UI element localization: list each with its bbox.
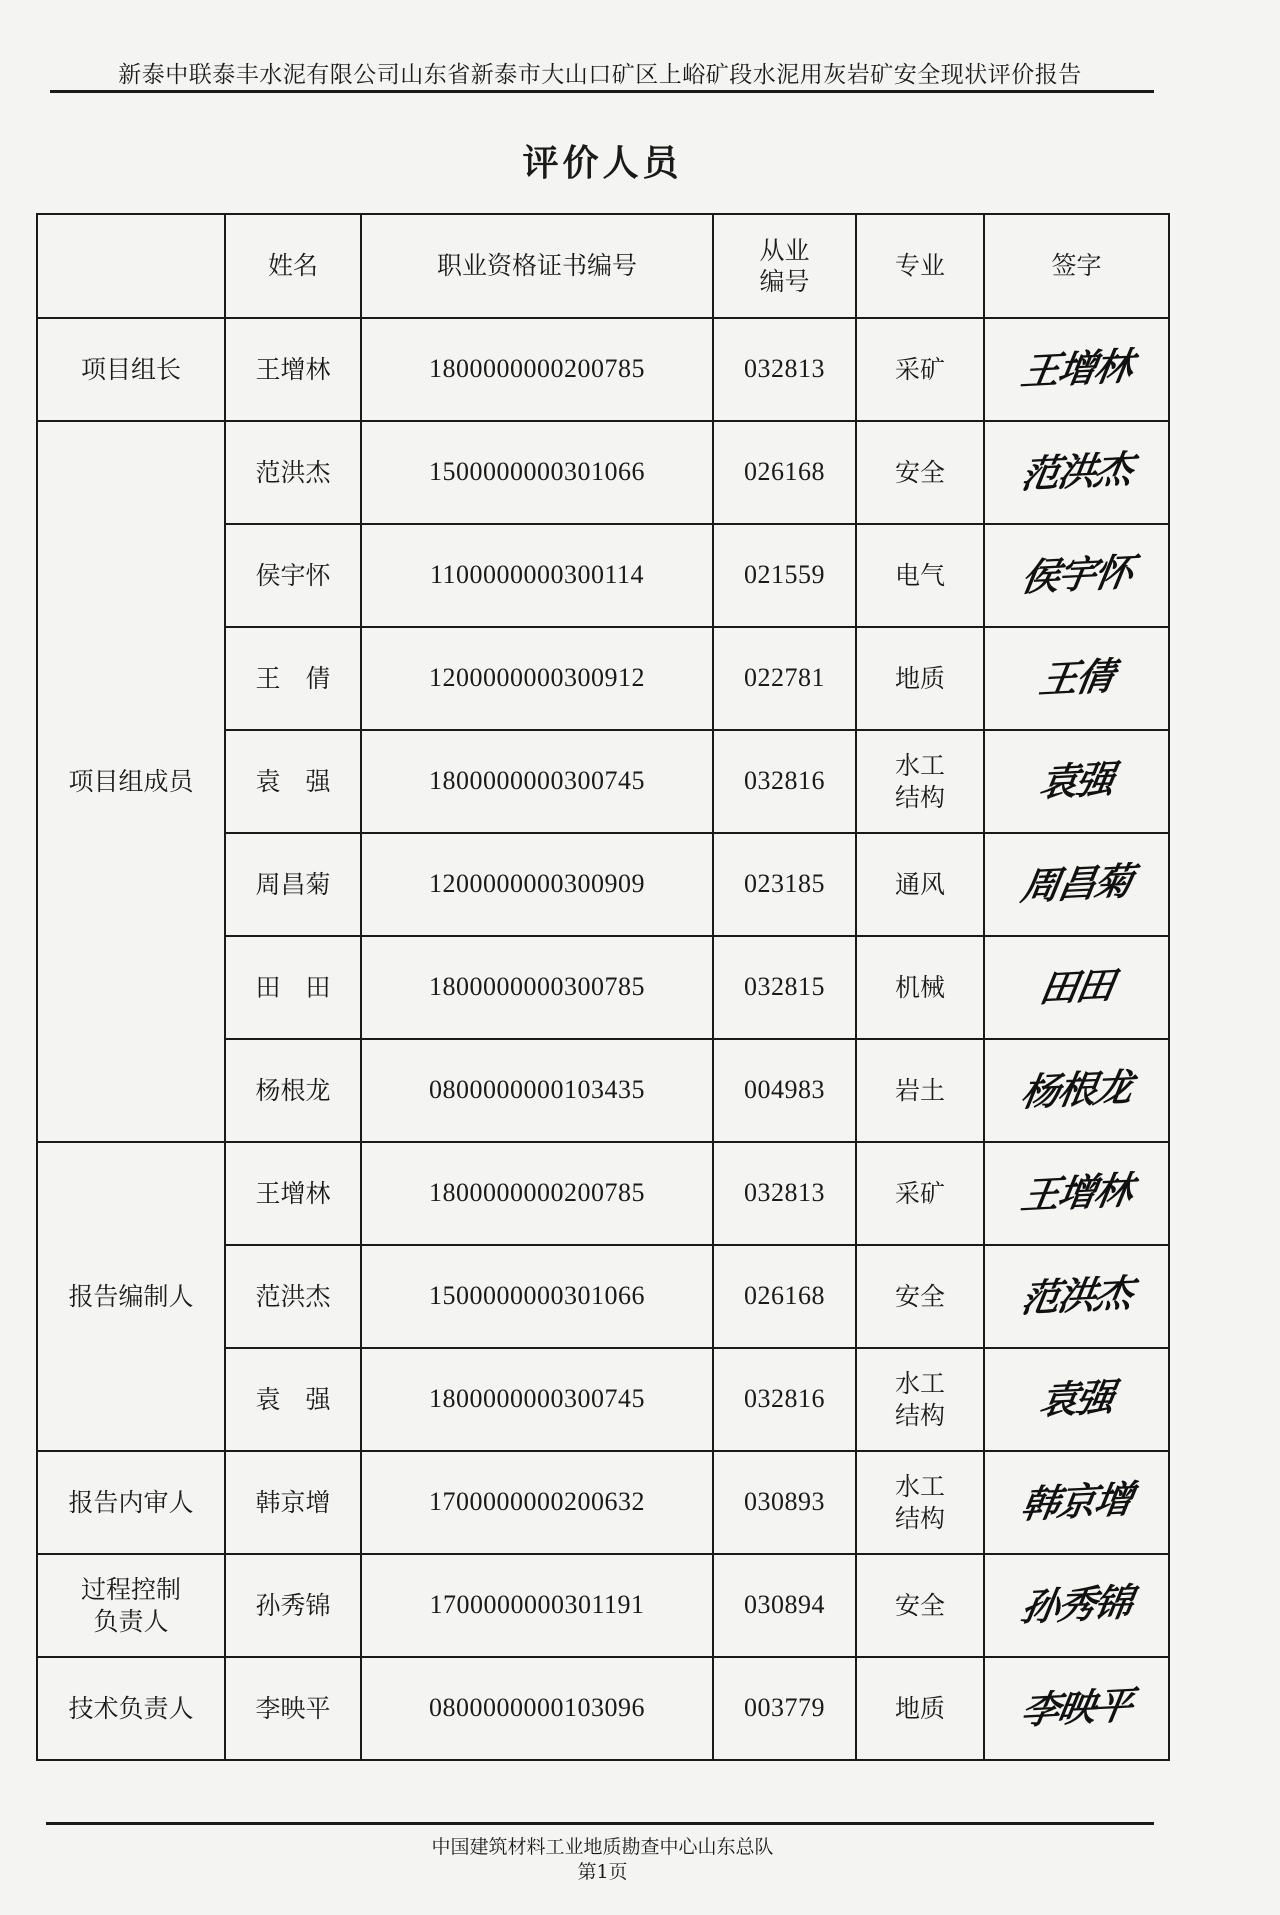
header-role: [37, 214, 225, 318]
name-cell: 范洪杰: [225, 421, 361, 524]
practice-number-cell: 030893: [713, 1451, 856, 1554]
cert-number-cell: 1800000000300745: [361, 730, 713, 833]
specialty-cell: [856, 421, 984, 524]
handwritten-signature: 李映平: [1018, 1682, 1135, 1733]
practice-number-cell: 003779: [713, 1657, 856, 1760]
specialty-cell: [856, 1245, 984, 1348]
signature-cell: [984, 524, 1169, 627]
name-cell: 王 倩: [225, 627, 361, 730]
practice-number-cell: 004983: [713, 1039, 856, 1142]
specialty-cell: [856, 1142, 984, 1245]
role-cell: [37, 1142, 225, 1451]
header-practice-no: [713, 214, 856, 318]
header-cert-no: 职业资格证书编号: [361, 214, 713, 318]
page-number: 第1页: [577, 1861, 628, 1883]
practice-number-cell: 022781: [713, 627, 856, 730]
specialty-label-line2: 结构: [894, 1400, 945, 1430]
signature-cell: [984, 1451, 1169, 1554]
name-cell: 杨根龙: [225, 1039, 361, 1142]
specialty-cell: [856, 1657, 984, 1760]
report-header: 新泰中联泰丰水泥有限公司山东省新泰市大山口矿区上峪矿段水泥用灰岩矿安全现状评价报告: [118, 62, 1082, 88]
handwritten-signature: 田田: [1036, 962, 1117, 1011]
role-label-line2: 负责人: [93, 1606, 169, 1636]
name-cell: 王增林: [225, 1142, 361, 1245]
cert-number-cell: 1800000000300745: [361, 1348, 713, 1451]
specialty-label: 水工: [894, 1472, 945, 1502]
handwritten-signature: 韩京增: [1018, 1476, 1135, 1527]
role-label: 项目组成员: [68, 766, 194, 796]
cert-number-cell: 0800000000103096: [361, 1657, 713, 1760]
name-cell: 袁 强: [225, 730, 361, 833]
handwritten-signature: 孙秀锦: [1018, 1579, 1135, 1630]
header-name: 姓名: [225, 214, 361, 318]
name-cell: 王增林: [225, 318, 361, 421]
practice-number-cell: 030894: [713, 1554, 856, 1657]
specialty-label: 电气: [894, 560, 945, 590]
signature-cell: [984, 1554, 1169, 1657]
name-cell: 周昌菊: [225, 833, 361, 936]
footer-organization: 中国建筑材料工业地质勘查中心山东总队: [431, 1836, 774, 1858]
signature-cell: [984, 1348, 1169, 1451]
cert-number-cell: 1500000000301066: [361, 421, 713, 524]
handwritten-signature: 袁强: [1036, 1374, 1117, 1423]
cert-number-cell: 1700000000200632: [361, 1451, 713, 1554]
signature-cell: [984, 421, 1169, 524]
header-practice-no-line1: 从业: [759, 235, 810, 265]
cert-number-cell: 1100000000300114: [361, 524, 713, 627]
name-cell: 袁 强: [225, 1348, 361, 1451]
table-row: [37, 1657, 1169, 1760]
specialty-label: 通风: [894, 869, 945, 899]
table-header-row: [37, 214, 1169, 318]
table-row: [37, 1142, 1169, 1245]
table-row: [37, 1554, 1169, 1657]
name-cell: 侯宇怀: [225, 524, 361, 627]
role-label: 项目组长: [80, 354, 181, 384]
practice-number-cell: 026168: [713, 1245, 856, 1348]
role-label: 技术负责人: [68, 1693, 194, 1723]
handwritten-signature: 王倩: [1036, 653, 1117, 702]
specialty-label: 机械: [894, 972, 945, 1002]
specialty-cell: [856, 627, 984, 730]
role-label: 报告编制人: [68, 1281, 194, 1311]
name-cell: 韩京增: [225, 1451, 361, 1554]
practice-number-cell: 032816: [713, 1348, 856, 1451]
signature-cell: [984, 1039, 1169, 1142]
signature-cell: [984, 936, 1169, 1039]
specialty-label: 水工: [894, 751, 945, 781]
role-label: 报告内审人: [68, 1487, 194, 1517]
handwritten-signature: 侯宇怀: [1018, 549, 1135, 600]
header-divider: [50, 90, 1154, 93]
role-cell: [37, 1451, 225, 1554]
role-cell: [37, 1554, 225, 1657]
name-cell: 孙秀锦: [225, 1554, 361, 1657]
specialty-label: 地质: [894, 1693, 945, 1723]
specialty-cell: [856, 1554, 984, 1657]
handwritten-signature: 范洪杰: [1018, 446, 1135, 497]
table-row: [37, 421, 1169, 524]
practice-number-cell: 032815: [713, 936, 856, 1039]
table-row: [37, 1451, 1169, 1554]
role-cell: [37, 318, 225, 421]
cert-number-cell: 1800000000300785: [361, 936, 713, 1039]
practice-number-cell: 021559: [713, 524, 856, 627]
handwritten-signature: 范洪杰: [1018, 1270, 1135, 1321]
header-specialty: 专业: [856, 214, 984, 318]
name-cell: 田 田: [225, 936, 361, 1039]
specialty-cell: [856, 318, 984, 421]
handwritten-signature: 杨根龙: [1018, 1064, 1135, 1115]
specialty-cell: [856, 936, 984, 1039]
practice-number-cell: 032813: [713, 318, 856, 421]
signature-cell: [984, 1142, 1169, 1245]
table-row: [37, 318, 1169, 421]
page-title: 评价人员: [522, 142, 683, 184]
specialty-cell: [856, 524, 984, 627]
specialty-label: 安全: [894, 1590, 945, 1620]
cert-number-cell: 1200000000300909: [361, 833, 713, 936]
practice-number-cell: 032816: [713, 730, 856, 833]
evaluator-table: [36, 213, 1170, 1761]
handwritten-signature: 王增林: [1018, 1167, 1135, 1218]
signature-cell: [984, 627, 1169, 730]
specialty-label: 安全: [894, 1281, 945, 1311]
cert-number-cell: 1500000000301066: [361, 1245, 713, 1348]
specialty-label-line2: 结构: [894, 782, 945, 812]
role-cell: [37, 421, 225, 1142]
specialty-cell: [856, 730, 984, 833]
role-label: 过程控制: [80, 1575, 181, 1605]
table-body: [37, 318, 1169, 1760]
signature-cell: [984, 1657, 1169, 1760]
signature-cell: [984, 1245, 1169, 1348]
practice-number-cell: 023185: [713, 833, 856, 936]
specialty-label: 采矿: [894, 1178, 945, 1208]
footer-divider: [46, 1822, 1154, 1825]
specialty-cell: [856, 1348, 984, 1451]
header-signature: 签字: [984, 214, 1169, 318]
specialty-label: 地质: [894, 663, 945, 693]
signature-cell: [984, 318, 1169, 421]
specialty-cell: [856, 1451, 984, 1554]
specialty-cell: [856, 833, 984, 936]
handwritten-signature: 周昌菊: [1018, 858, 1135, 909]
cert-number-cell: 1800000000200785: [361, 318, 713, 421]
cert-number-cell: 0800000000103435: [361, 1039, 713, 1142]
specialty-label: 采矿: [894, 354, 945, 384]
signature-cell: [984, 730, 1169, 833]
cert-number-cell: 1200000000300912: [361, 627, 713, 730]
role-cell: [37, 1657, 225, 1760]
header-practice-no-line2: 编号: [759, 267, 810, 296]
name-cell: 李映平: [225, 1657, 361, 1760]
cert-number-cell: 1800000000200785: [361, 1142, 713, 1245]
specialty-label: 水工: [894, 1369, 945, 1399]
specialty-label: 安全: [894, 457, 945, 487]
specialty-label-line2: 结构: [894, 1503, 945, 1533]
practice-number-cell: 026168: [713, 421, 856, 524]
specialty-label: 岩土: [894, 1075, 945, 1105]
signature-cell: [984, 833, 1169, 936]
handwritten-signature: 王增林: [1018, 343, 1135, 394]
specialty-cell: [856, 1039, 984, 1142]
handwritten-signature: 袁强: [1036, 756, 1117, 805]
name-cell: 范洪杰: [225, 1245, 361, 1348]
cert-number-cell: 1700000000301191: [361, 1554, 713, 1657]
practice-number-cell: 032813: [713, 1142, 856, 1245]
